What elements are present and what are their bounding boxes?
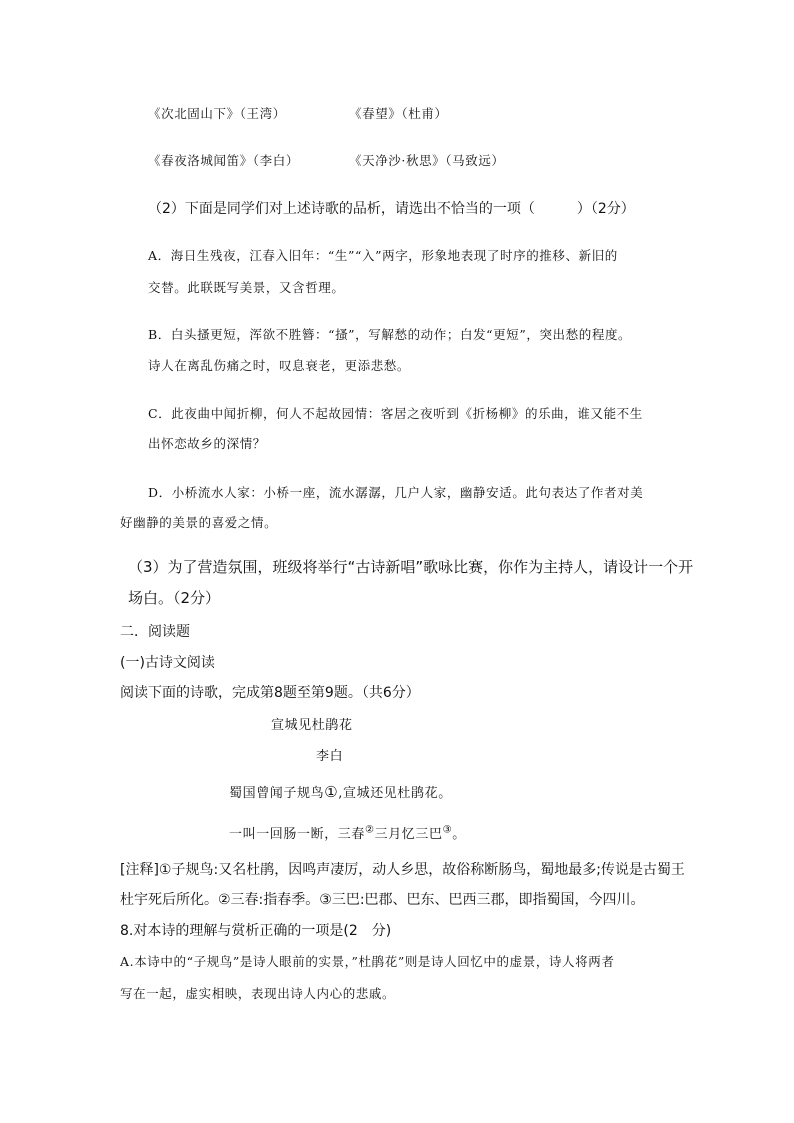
poem-line-text: 蜀国曾闻子规鸟: [229, 786, 325, 801]
footnote-marker: ③: [442, 824, 453, 836]
poem-line-text: 三月忆三巴: [374, 827, 443, 842]
question-2-stem: （2）下面是同学们对上述诗歌的品析，请选出不恰当的一项（ ）（2分）: [148, 201, 635, 217]
question-3-line: 场白。（2分）: [128, 589, 221, 607]
option-c-line: C．此夜曲中闻折柳，何人不起故园情：客居之夜听到《折杨柳》的乐曲，谁又能不生: [148, 406, 643, 421]
option-b-line: B．白头搔更短，浑欲不胜簪：“搔”，写解愁的动作；白发“更短”，突出愁的程度。: [148, 327, 632, 342]
section-subtitle: (一)古诗文阅读: [120, 655, 215, 671]
option-a-line: A．海日生残夜，江春入旧年：“生”“入”两字，形象地表现了时序的推移、新旧的: [148, 248, 618, 263]
option-a-line: 写在一起，虚实相映，表现出诗人内心的悲戚。: [120, 986, 396, 1001]
poem-list-item: 《春夜洛城闻笛》（李白）: [148, 153, 299, 168]
poem-line-1: [229, 782, 452, 801]
section-title: 二．阅读题: [120, 624, 190, 640]
option-a-line: 交替。此联既写美景，又含哲理。: [148, 280, 345, 295]
poem-line-text: ,宣城还见杜鹃花。: [338, 786, 452, 801]
option-d-line: D．小桥流水人家：小桥一座，流水潺潺，几户人家，幽静安适。此句表达了作者对美: [148, 485, 644, 500]
poem-list-item: 《春望》（杜甫）: [349, 106, 448, 121]
question-8-stem: 8.对本诗的理解与赏析正确的一项是(2 分): [120, 923, 392, 939]
reading-instruction: 阅读下面的诗歌，完成第8题至第9题。（共6分）: [120, 685, 420, 701]
option-c-line: 出怀恋故乡的深情？: [148, 436, 266, 451]
option-a-line: A.本诗中的“子规鸟”是诗人眼前的实景，”杜鹃花”则是诗人回忆中的虚景，诗人将两者: [120, 954, 615, 969]
poem-line-text: 一叫一回肠一断，三春: [229, 827, 366, 842]
poem-list-item: 《次北固山下》（王湾）: [148, 106, 286, 121]
option-b-line: 诗人在离乱伤痛之时，叹息衰老，更添悲愁。: [148, 358, 411, 373]
question-3-line: （3）为了营造氛围，班级将举行“古诗新唱”歌咏比赛，你作为主持人，请设计一个开: [128, 558, 694, 576]
annotation-line: [注释]①子规鸟:又名杜鹃，因鸣声凄厉，动人乡思，故俗称断肠鸟，蜀地最多;传说是古蜀王: [120, 862, 685, 878]
poem-title: 宣城见杜鹃花: [271, 718, 353, 733]
poem-line-2: [229, 823, 466, 842]
option-d-line: 好幽静的美景的喜爱之情。: [120, 515, 278, 530]
poem-list-item: 《天净沙·秋思》（马致远）: [349, 153, 505, 168]
poem-line-text: 。: [452, 827, 466, 842]
footnote-marker: ①: [324, 783, 339, 801]
footnote-marker: ②: [365, 824, 375, 836]
poem-author: 李白: [316, 749, 344, 764]
annotation-line: 杜宇死后所化。②三春:指春季。③三巴:巴郡、巴东、巴西三郡，即指蜀国，今四川。: [120, 892, 645, 908]
